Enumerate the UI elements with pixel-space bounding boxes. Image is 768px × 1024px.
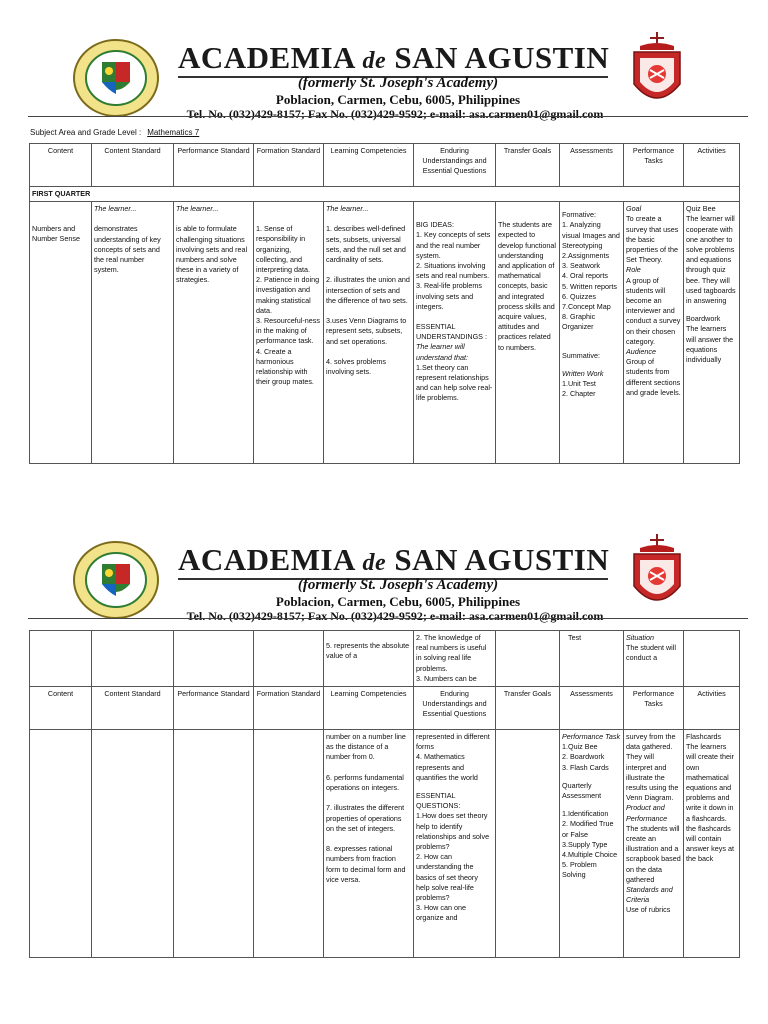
school-name: ACADEMIA de SAN AGUSTIN <box>178 542 610 577</box>
role-label: Role <box>626 265 641 275</box>
transfer-text: The students are expected to develop functional understanding and application of mathematical concepts, basic and integrated process skills and acquire values, attitudes and practices related to numbers. <box>498 220 556 352</box>
learner-label: The learner... <box>176 204 219 214</box>
header-performance-tasks: Performance Tasks <box>624 144 684 187</box>
cell-enduring-understandings <box>414 730 496 958</box>
cell-eu-top <box>414 631 496 687</box>
school-seal-icon <box>72 540 160 620</box>
cell-empty <box>496 730 560 958</box>
cell-performance-tasks <box>624 730 684 958</box>
formation-standard-text: 1. Sense of responsibility in organizing, collecting, and interpreting data. 2. Patience in doing investigation and making statistical data. 3. Resourceful-ness in the making of performance task. 4. Create a harmonious relationship with their group mates. <box>256 224 320 387</box>
product-label: Product and Performance <box>626 803 668 823</box>
activities-text-1: Quiz Bee The learner will cooperate with one another to solve problems and equations through quiz bee. They will used tagboards in answering <box>686 204 736 306</box>
activities-text: Flashcards The learners will create their own mathematical equations and problems and write it down in a flashcards. the flashcards will contain answer keys at the back <box>686 732 734 864</box>
cell-performance-tasks <box>624 202 684 464</box>
goal-label: Goal <box>626 204 642 214</box>
assessment-list-1: 1.Quiz Bee 2. Boardwork 3. Flash Cards <box>562 742 609 772</box>
big-ideas-text: BIG IDEAS: 1. Key concepts of sets and the real number system. 2. Situations involving sets and real numbers. 3. Real-life problems involving sets and integers. <box>416 220 491 311</box>
written-work-label: Written Work <box>562 368 604 378</box>
table-row <box>30 202 740 464</box>
eu-intro: The learner will understand that: <box>416 342 468 362</box>
formerly-text: (formerly St. Joseph's Academy) <box>297 577 499 593</box>
situation-label: Situation <box>626 633 654 642</box>
subject-label: Subject Area and Grade Level : <box>30 128 142 137</box>
performance-standard-text: is able to formulate challenging situations involving sets and real numbers and solve these in a variety of strategies. <box>176 224 248 285</box>
address-text: Poblacion, Carmen, Cebu, 6005, Philippines <box>275 92 521 107</box>
eu-text: 1.Set theory can represent relationships and can help solve real-life problems. <box>416 362 493 403</box>
cell-empty <box>174 631 254 687</box>
cell-empty <box>684 631 740 687</box>
assessment-list-2: 1.Identification 2. Modified True or False 3.Supply Type 4.Multiple Choice 5. Problem Solving <box>562 809 618 880</box>
divider <box>28 618 748 619</box>
curriculum-table-2 <box>29 630 740 958</box>
address-text: Poblacion, Carmen, Cebu, 6005, Philippines <box>275 594 521 609</box>
cell-assessments <box>560 202 624 464</box>
learner-label: The learner... <box>94 204 137 214</box>
summative-label: Summative: <box>562 350 600 360</box>
standards-text: Use of rubrics <box>626 905 671 915</box>
cell-formation-standard <box>254 202 324 464</box>
school-seal-icon <box>72 38 160 118</box>
curriculum-table-1 <box>29 143 740 464</box>
header-learning-competencies: Learning Competencies <box>324 144 414 187</box>
header-assessments: Assessments <box>560 687 624 730</box>
table-row <box>30 631 740 687</box>
header-transfer-goals: Transfer Goals <box>496 144 560 187</box>
crest-icon <box>626 30 688 120</box>
header-formation-standard: Formation Standard <box>254 687 324 730</box>
subject-line <box>30 128 199 137</box>
cell-content-standard <box>92 202 174 464</box>
header-assessments: Assessments <box>560 144 624 187</box>
cell-competencies <box>324 202 414 464</box>
header-learning-competencies: Learning Competencies <box>324 687 414 730</box>
task-text: survey from the data gathered. They will interpret and illustrate the results using the Venn Diagram. <box>626 732 679 803</box>
product-text: The students will create an illustration and a scrapbook based on the data gathered <box>626 823 681 884</box>
performance-task-label: Performance Task <box>562 732 621 742</box>
formerly-text: (formerly St. Joseph's Academy) <box>297 75 499 91</box>
quarter-row <box>30 187 740 202</box>
crest-icon <box>626 532 688 622</box>
cell-empty <box>92 730 174 958</box>
subject-value: Mathematics 7 <box>147 128 200 137</box>
audience-label: Audience <box>626 347 656 357</box>
contact-text: Tel. No. (032)429-8157; Fax No. (032)429-9592; e-mail: asa.carmen01@gmail.com <box>186 107 604 121</box>
situation-text: The student will conduct a <box>626 643 676 663</box>
eu-text: represented in different forms 4. Mathematics represents and quantifies the world <box>416 732 490 782</box>
cell-content <box>30 202 92 464</box>
cell-empty <box>254 631 324 687</box>
cell-activities <box>684 202 740 464</box>
goal-text: To create a survey that uses the basic properties of the Set Theory. <box>626 214 679 265</box>
cell-empty <box>92 631 174 687</box>
eu-top-text: 2. The knowledge of real numbers is useful in solving real life problems. 3. Numbers can be <box>416 633 487 683</box>
role-text: A group of students will become an interviewer and conduct a survey on their chosen category. <box>626 275 681 346</box>
content-standard-text: demonstrates understanding of key concepts of sets and the real number system. <box>94 224 161 275</box>
cell-empty <box>30 730 92 958</box>
header-content-standard: Content Standard <box>92 144 174 187</box>
table-row <box>30 730 740 958</box>
cell-performance-standard <box>174 202 254 464</box>
assessment-top-text: Test <box>568 633 582 642</box>
cell-assessment-top <box>560 631 624 687</box>
cell-task-top <box>624 631 684 687</box>
eq-label: ESSENTIAL QUESTIONS: <box>416 791 461 811</box>
header-performance-standard: Performance Standard <box>174 144 254 187</box>
header-performance-standard: Performance Standard <box>174 687 254 730</box>
formative-text: Formative: 1. Analyzing visual Images and Stereotyping 2.Assignments 3. Seatwork 4. Oral reports 5. Written reports 6. Quizzes 7.Concept Map 8. Graphic Organizer <box>562 210 620 332</box>
quarterly-label: Quarterly Assessment <box>562 780 602 801</box>
eu-label: ESSENTIAL UNDERSTANDINGS : <box>416 322 487 342</box>
table-header-row <box>30 144 740 187</box>
cell-empty <box>496 631 560 687</box>
summative-items: 1.Unit Test 2. Chapter <box>562 379 596 399</box>
content-text: Numbers and Number Sense <box>32 224 80 244</box>
school-name: ACADEMIA de SAN AGUSTIN <box>178 40 610 75</box>
cell-transfer-goals <box>496 202 560 464</box>
cell-empty <box>254 730 324 958</box>
learner-label: The learner... <box>326 204 369 214</box>
activities-text-2: Boardwork The learners will answer the equations individually <box>686 314 734 365</box>
cell-empty <box>174 730 254 958</box>
competencies-text: 1. describes well-defined sets, subsets, universal sets, and the null set and cardinality of sets. 2. illustrates the union and intersection of sets and the difference of two sets. 3.uses Venn Diagrams to represent sets, subsets, and set operations. 4. solves problems involving sets. <box>326 224 410 377</box>
cell-assessments <box>560 730 624 958</box>
letterhead-1 <box>0 30 768 120</box>
divider <box>28 116 748 117</box>
header-content: Content <box>30 144 92 187</box>
cell-competencies <box>324 730 414 958</box>
competency-top-text: 5. represents the absolute value of a <box>326 641 410 661</box>
header-activities: Activities <box>684 144 740 187</box>
table-header-row <box>30 687 740 730</box>
header-activities: Activities <box>684 687 740 730</box>
header-content: Content <box>30 687 92 730</box>
header-enduring-understandings: Enduring Understandings and Essential Questions <box>414 144 496 187</box>
header-performance-tasks: Performance Tasks <box>624 687 684 730</box>
contact-text: Tel. No. (032)429-8157; Fax No. (032)429-9592; e-mail: asa.carmen01@gmail.com <box>186 609 604 623</box>
cell-activities <box>684 730 740 958</box>
competencies-text: number on a number line as the distance of a number from 0. 6. performs fundamental operations on integers. 7. illustrates the different properties of operations on the set of integers. 8. expresses rational numbers from fraction form to decimal form and vice versa. <box>326 732 406 884</box>
header-enduring-understandings: Enduring Understandings and Essential Questions <box>414 687 496 730</box>
header-content-standard: Content Standard <box>92 687 174 730</box>
audience-text: Group of students from different sections and grade levels. <box>626 357 681 397</box>
cell-empty <box>30 631 92 687</box>
cell-competencies-top <box>324 631 414 687</box>
header-formation-standard: Formation Standard <box>254 144 324 187</box>
letterhead-2 <box>0 532 768 622</box>
header-transfer-goals: Transfer Goals <box>496 687 560 730</box>
standards-label: Standards and Criteria <box>626 885 673 905</box>
cell-enduring-understandings <box>414 202 496 464</box>
eq-text: 1.How does set theory help to identify relationships and solve problems? 2. How can understanding the basics of set theory help solve real-life problems? 3. How can one organize and <box>416 811 490 923</box>
quarter-label: FIRST QUARTER <box>30 187 740 202</box>
